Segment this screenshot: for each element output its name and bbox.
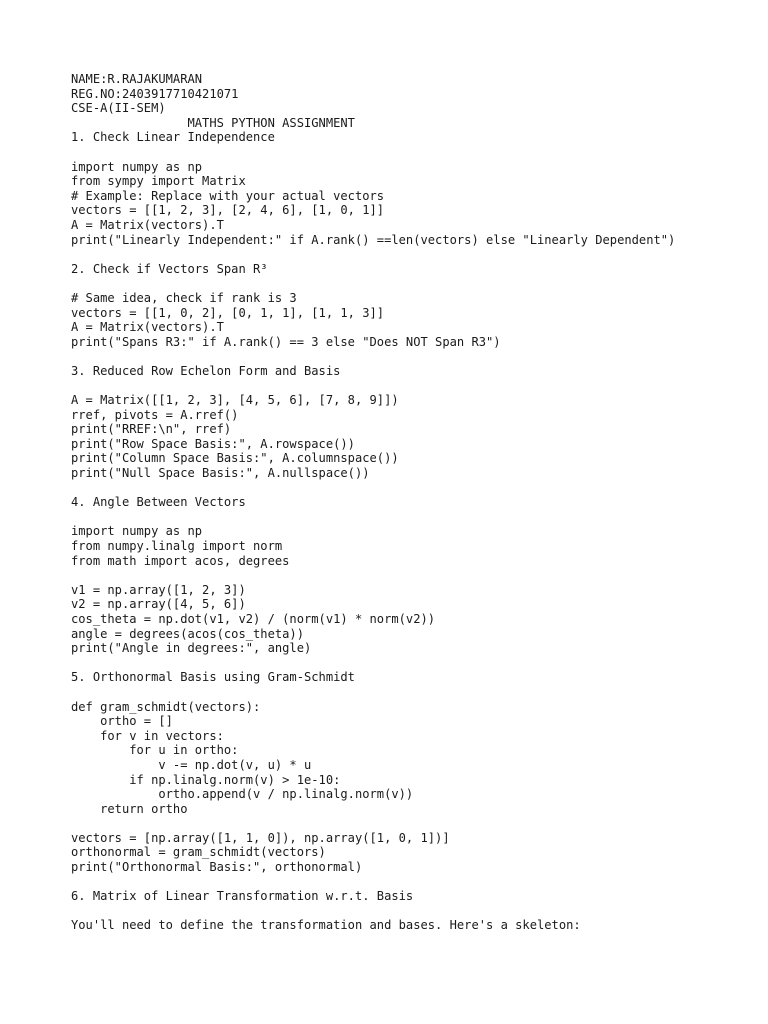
code-line: cos_theta = np.dot(v1, v2) / (norm(v1) * norm(v2)) (71, 611, 436, 626)
blank-line (71, 685, 761, 700)
code-line: print("Null Space Basis:", A.nullspace()) (71, 466, 370, 481)
blank-line (71, 349, 761, 364)
blank-line (71, 568, 761, 583)
document-body (71, 72, 761, 933)
blank-line (71, 481, 761, 496)
code-line: print("Row Space Basis:", A.rowspace()) (71, 436, 355, 451)
code-line: A = Matrix([[1, 2, 3], [4, 5, 6], [7, 8, 9]]) (71, 393, 399, 408)
code-line: import numpy as np (71, 524, 203, 539)
code-line: print("Spans R3:" if A.rank() == 3 else "Does NOT Span R3") (71, 334, 501, 349)
code-line: return ortho (71, 801, 188, 816)
code-line: vectors = [np.array([1, 1, 0]), np.array([1, 0, 1])] (71, 830, 450, 845)
section-heading-1: 1. Check Linear Independence (71, 130, 275, 145)
blank-line (71, 510, 761, 525)
code-line: from math import acos, degrees (71, 553, 290, 568)
code-line: orthonormal = gram_schmidt(vectors) (71, 845, 326, 860)
code-line: v2 = np.array([4, 5, 6]) (71, 597, 246, 612)
section-heading-5: 5. Orthonormal Basis using Gram-Schmidt (71, 670, 355, 685)
code-line: print("Orthonormal Basis:", orthonormal) (71, 860, 363, 875)
code-line: v -= np.dot(v, u) * u (71, 757, 312, 772)
blank-line (71, 145, 761, 160)
code-line: rref, pivots = A.rref() (71, 407, 239, 422)
code-line: vectors = [[1, 2, 3], [2, 4, 6], [1, 0, 1]] (71, 203, 385, 218)
section-heading-2: 2. Check if Vectors Span R³ (71, 261, 268, 276)
code-line: A = Matrix(vectors).T (71, 217, 224, 232)
section-heading-6: 6. Matrix of Linear Transformation w.r.t. Basis (71, 889, 414, 904)
blank-line (71, 378, 761, 393)
blank-line (71, 904, 761, 919)
code-line: from numpy.linalg import norm (71, 539, 283, 553)
code-line: ortho = [] (71, 714, 173, 729)
code-line: ortho.append(v / np.linalg.norm(v)) (71, 787, 414, 802)
code-line: def gram_schmidt(vectors): (71, 699, 261, 714)
body-text-line: You'll need to define the transformation and bases. Here's a skeleton: (71, 918, 581, 933)
section-heading-3: 3. Reduced Row Echelon Form and Basis (71, 363, 341, 378)
assignment-title: MATHS PYTHON ASSIGNMENT (71, 115, 355, 130)
blank-line (71, 816, 761, 831)
blank-line (71, 247, 761, 262)
code-line: vectors = [[1, 0, 2], [0, 1, 1], [1, 1, 3]] (71, 305, 385, 320)
section-heading-4: 4. Angle Between Vectors (71, 495, 246, 510)
code-line: for v in vectors: (71, 728, 224, 743)
reg-no-line: REG.NO:2403917710421071 (71, 86, 239, 101)
code-line: v1 = np.array([1, 2, 3]) (71, 582, 246, 597)
code-line: print("Column Space Basis:", A.columnspace()) (71, 451, 399, 466)
code-line: print("Angle in degrees:", angle) (71, 641, 312, 656)
code-comment-line: # Same idea, check if rank is 3 (71, 290, 297, 305)
code-line: A = Matrix(vectors).T (71, 320, 224, 335)
code-line: from sympy import Matrix (71, 174, 246, 189)
student-name-line: NAME:R.RAJAKUMARAN (71, 72, 203, 86)
blank-line (71, 276, 761, 291)
code-line: for u in ortho: (71, 743, 239, 758)
blank-line (71, 875, 761, 890)
code-line: if np.linalg.norm(v) > 1e-10: (71, 772, 341, 787)
class-section-line: CSE-A(II-SEM) (71, 101, 166, 116)
code-line: angle = degrees(acos(cos_theta)) (71, 626, 304, 641)
code-line: print("RREF:\n", rref) (71, 422, 232, 437)
blank-line (71, 656, 761, 671)
code-comment-line: # Example: Replace with your actual vectors (71, 188, 385, 203)
code-line: import numpy as np (71, 159, 203, 174)
code-line: print("Linearly Independent:" if A.rank() ==len(vectors) else "Linearly Dependent") (71, 232, 676, 247)
